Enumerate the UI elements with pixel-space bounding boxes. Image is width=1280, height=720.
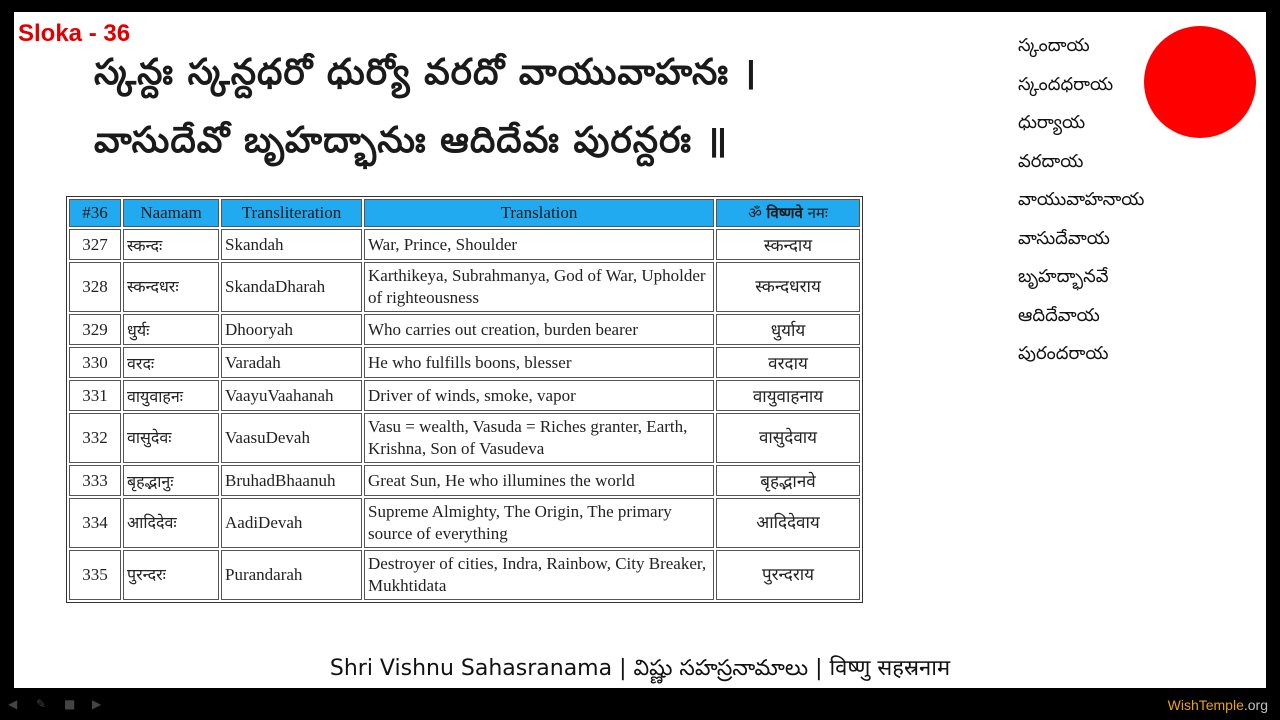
brand-tld: .org <box>1243 697 1268 713</box>
row-translation: He who fulfills boons, blesser <box>364 347 714 378</box>
row-dative: धुर्याय <box>716 314 860 345</box>
forward-arrow-icon[interactable]: ▶ <box>92 697 102 711</box>
pen-icon[interactable]: ✎ <box>36 697 47 711</box>
namah-text: नमः <box>807 204 828 222</box>
row-transliteration: Varadah <box>221 347 362 378</box>
om-symbol: ॐ <box>748 204 762 222</box>
row-name: वायुवाहनः <box>123 380 219 411</box>
row-transliteration: VaasuDevah <box>221 413 362 463</box>
row-translation: Driver of winds, smoke, vapor <box>364 380 714 411</box>
row-name: बृहद्भानुः <box>123 465 219 496</box>
table-row <box>69 550 860 600</box>
sloka-label: Sloka - 36 <box>18 20 131 47</box>
telugu-name: వాసుదేవాయ <box>1018 227 1110 249</box>
row-num: 330 <box>69 347 121 378</box>
back-arrow-icon[interactable]: ◀ <box>8 697 18 711</box>
row-num: 334 <box>69 498 121 548</box>
row-num: 335 <box>69 550 121 600</box>
row-name: स्कन्दधरः <box>123 262 219 312</box>
row-dative: स्कन्दाय <box>716 229 860 260</box>
row-translation: Destroyer of cities, Indra, Rainbow, City Breaker, Mukhtidata <box>364 550 714 600</box>
row-num: 331 <box>69 380 121 411</box>
row-num: 332 <box>69 413 121 463</box>
telugu-name: ధుర్యాయ <box>1018 112 1086 133</box>
verse-line-1: స్కన్దః స్కన్దధరో ధుర్యో వరదో వాయువాహనః । <box>94 52 758 93</box>
row-name: स्कन्दः <box>123 229 219 260</box>
names-table <box>66 196 863 603</box>
table-row <box>69 229 860 260</box>
row-transliteration: AadiDevah <box>221 498 362 548</box>
header-naamam: Naamam <box>123 199 219 227</box>
table-row <box>69 498 860 548</box>
row-transliteration: Skandah <box>221 229 362 260</box>
table-row <box>69 347 860 378</box>
header-transliteration: Transliteration <box>221 199 362 227</box>
row-transliteration: Dhooryah <box>221 314 362 345</box>
slides-icon[interactable]: ■ <box>64 697 76 711</box>
row-transliteration: BruhadBhaanuh <box>221 465 362 496</box>
header-num: #36 <box>69 199 121 227</box>
row-dative: वरदाय <box>716 347 860 378</box>
header-translation: Translation <box>364 199 714 227</box>
verse-line-2: వాసుదేవో బృహద్భానుః ఆదిదేవః పురన్దరః ॥ <box>94 120 729 161</box>
table-header-row <box>69 199 860 227</box>
row-name: धुर्यः <box>123 314 219 345</box>
row-transliteration: Purandarah <box>221 550 362 600</box>
row-transliteration: VaayuVaahanah <box>221 380 362 411</box>
row-transliteration: SkandaDharah <box>221 262 362 312</box>
brand-watermark <box>1168 697 1268 713</box>
row-translation: Who carries out creation, burden bearer <box>364 314 714 345</box>
header-om-vishnave-namah <box>716 199 860 227</box>
row-translation: Karthikeya, Subrahmanya, God of War, Upholder of righteousness <box>364 262 714 312</box>
table-row <box>69 314 860 345</box>
row-dative: पुरन्दराय <box>716 550 860 600</box>
table-row <box>69 465 860 496</box>
telugu-name: వాయువాహనాయ <box>1018 189 1145 210</box>
table-row <box>69 380 860 411</box>
telugu-name: స్కందాయ <box>1018 35 1090 56</box>
row-translation: War, Prince, Shoulder <box>364 229 714 260</box>
row-dative: स्कन्दधराय <box>716 262 860 312</box>
telugu-name: వరదాయ <box>1018 150 1084 172</box>
row-name: आदिदेवः <box>123 498 219 548</box>
slide <box>14 12 1266 688</box>
row-dative: वायुवाहनाय <box>716 380 860 411</box>
table-row <box>69 262 860 312</box>
row-dative: वासुदेवाय <box>716 413 860 463</box>
presentation-controls <box>0 690 1280 720</box>
row-translation: Great Sun, He who illumines the world <box>364 465 714 496</box>
vishnave-bold: विष्णवे <box>766 204 803 222</box>
telugu-name: ఆదిదేవాయ <box>1018 304 1100 326</box>
telugu-names-list <box>1018 34 1144 381</box>
row-dative: बृहद्भानवे <box>716 465 860 496</box>
red-dot <box>1144 26 1256 138</box>
row-translation: Vasu = wealth, Vasuda = Riches granter, Earth, Krishna, Son of Vasudeva <box>364 413 714 463</box>
row-name: वासुदेवः <box>123 413 219 463</box>
row-dative: आदिदेवाय <box>716 498 860 548</box>
row-num: 333 <box>69 465 121 496</box>
telugu-name: స్కందధరాయ <box>1018 73 1114 95</box>
telugu-name: పురందరాయ <box>1018 343 1109 364</box>
row-name: पुरन्दरः <box>123 550 219 600</box>
footer-title: Shri Vishnu Sahasranama | విష్ణు సహస్రనామాలు | विष्णु सहस्रनाम <box>329 656 951 681</box>
row-translation: Supreme Almighty, The Origin, The primary source of everything <box>364 498 714 548</box>
row-num: 327 <box>69 229 121 260</box>
row-num: 329 <box>69 314 121 345</box>
table-row <box>69 413 860 463</box>
telugu-name: బృహద్భానవే <box>1018 266 1109 287</box>
row-name: वरदः <box>123 347 219 378</box>
row-num: 328 <box>69 262 121 312</box>
brand-name: WishTemple <box>1167 697 1244 713</box>
